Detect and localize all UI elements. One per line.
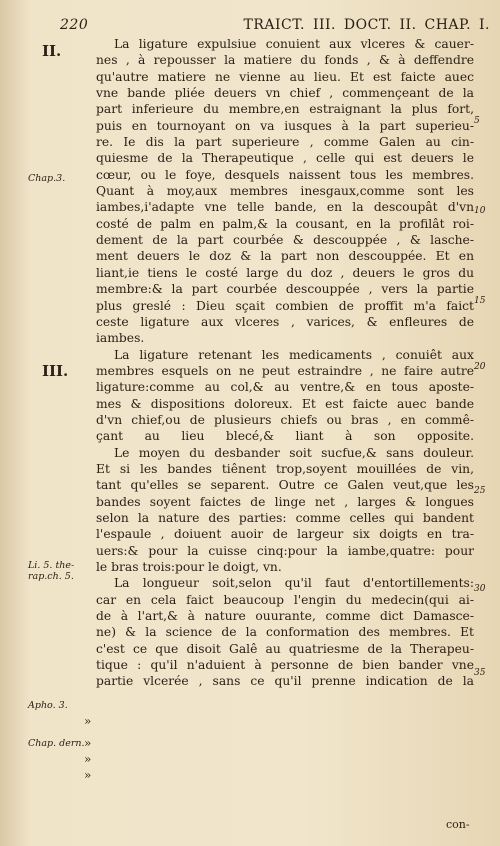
text-line: uers:& pour la cuisse cinq:pour la iambe,quatre: pour [96, 543, 474, 558]
line-number: 5 [474, 116, 480, 126]
text-line: le bras trois:pour le doigt, vn. [96, 560, 282, 574]
line-number: 20 [474, 362, 486, 372]
text-line: tique : qu'il n'aduient à personne de bien bander vne [96, 658, 474, 673]
section-mark: II. [42, 42, 62, 60]
running-title: TRAICT. III. DOCT. II. CHAP. I. [243, 17, 490, 33]
text-line: La ligature retenant les medicaments , conuiêt aux [114, 347, 474, 362]
line-number: 30 [474, 584, 486, 594]
text-line: iambes,i'adapte vne telle bande, en la descoupât d'vn [96, 200, 474, 215]
text-line: liant,ie tiens le costé large du doz , deuers le gros du [96, 265, 474, 280]
text-line: Quant à moy,aux membres inesgaux,comme sont les [96, 184, 474, 199]
text-line: quiesme de la Therapeutique , celle qui est deuers le [96, 151, 474, 166]
line-number: 35 [474, 668, 486, 678]
margin-note: Chap.3. [28, 173, 66, 184]
line-number: 10 [474, 206, 486, 216]
quote-mark: » [84, 736, 92, 750]
text-line: l'espaule , doiuent auoir de largeur six doigts en tra- [96, 527, 474, 542]
text-line: selon la nature des parties: comme celles qui bandent [96, 510, 474, 525]
text-line: car en cela faict beaucoup l'engin du medecin(qui ai- [96, 592, 474, 607]
quote-mark: » [84, 714, 92, 728]
text-line: costé de palm en palm,& la cousant, en la profilât roi- [96, 216, 474, 231]
text-line: tant qu'elles se separent. Outre ce Galen veut,que les [96, 478, 474, 493]
text-line: çant au lieu blecé,& liant à son opposite. [96, 429, 474, 444]
catchword: con- [446, 818, 470, 831]
text-line: La ligature expulsiue conuient aux vlceres & cauer- [114, 37, 474, 51]
text-line: d'vn chief,ou de plusieurs chiefs ou bras , en commê- [96, 412, 474, 427]
line-number: 15 [474, 296, 486, 306]
margin-note: Chap. dern. [28, 738, 85, 749]
text-line: membres esquels on ne peut estraindre , ne faire autre [96, 363, 474, 378]
text-line: cœur, ou le foye, desquels naissent tous les membres. [96, 167, 474, 182]
section-mark: III. [42, 362, 69, 380]
text-line: plus greslé : Dieu sçait combien de proffit m'a faict [96, 298, 474, 313]
text-line: ligature:comme au col,& au ventre,& en tous aposte- [96, 380, 474, 395]
text-line: part inferieure du membre,en estraignant la plus fort, [96, 102, 474, 117]
text-line: puis en tournoyant on va iusques à la part superieu- [96, 118, 474, 133]
text-line: La longueur soit,selon qu'il faut d'entortillements: [114, 576, 474, 591]
line-number: 25 [474, 486, 486, 496]
text-line: Et si les bandes tiênent trop,soyent mouillées de vin, [96, 461, 474, 476]
body-text [96, 36, 474, 690]
text-line: membre:& la part courbée descouppée , vers la partie [96, 282, 474, 297]
text-line: ne) & la science de la conformation des membres. Et [96, 625, 474, 640]
text-line: iambes. [96, 331, 145, 346]
text-line: vne bande pliée deuers vn chief , commençeant de la [96, 86, 474, 101]
quote-mark: » [84, 752, 92, 766]
margin-note: Apho. 3. [28, 700, 68, 711]
page-header [60, 14, 490, 36]
text-line: ceste ligature aux vlceres , varices, & enfleures de [96, 314, 474, 329]
text-line: c'est ce que disoit Galê au quatriesme de la Therapeu- [96, 641, 474, 656]
text-line: dement de la part courbée & descouppée , & lasche- [96, 233, 474, 248]
text-line: ment deuers le doz & la part non descouppée. Et en [96, 249, 474, 264]
quote-mark: » [84, 768, 92, 782]
text-line: re. Ie dis la part superieure , comme Galen au cin- [96, 135, 474, 150]
text-line: nes , à repousser la matiere du fonds , & à deffendre [96, 53, 474, 68]
text-line: mes & dispositions doloreux. Et est faicte auec bande [96, 396, 474, 411]
text-line: Le moyen du desbander soit sucfue,& sans douleur. [114, 445, 474, 460]
margin-note: Li. 5. the-rap.ch. 5. [28, 560, 75, 582]
text-line: bandes soyent faictes de linge net , larges & longues [96, 494, 474, 509]
text-line: qu'autre matiere ne vienne au lieu. Et est faicte auec [96, 69, 474, 84]
text-line: de à l'art,& à nature ouurante, comme dict Damasce- [96, 609, 474, 624]
page-number: 220 [60, 17, 89, 33]
text-line: partie vlcerée , sans ce qu'il prenne indication de la [96, 674, 474, 689]
